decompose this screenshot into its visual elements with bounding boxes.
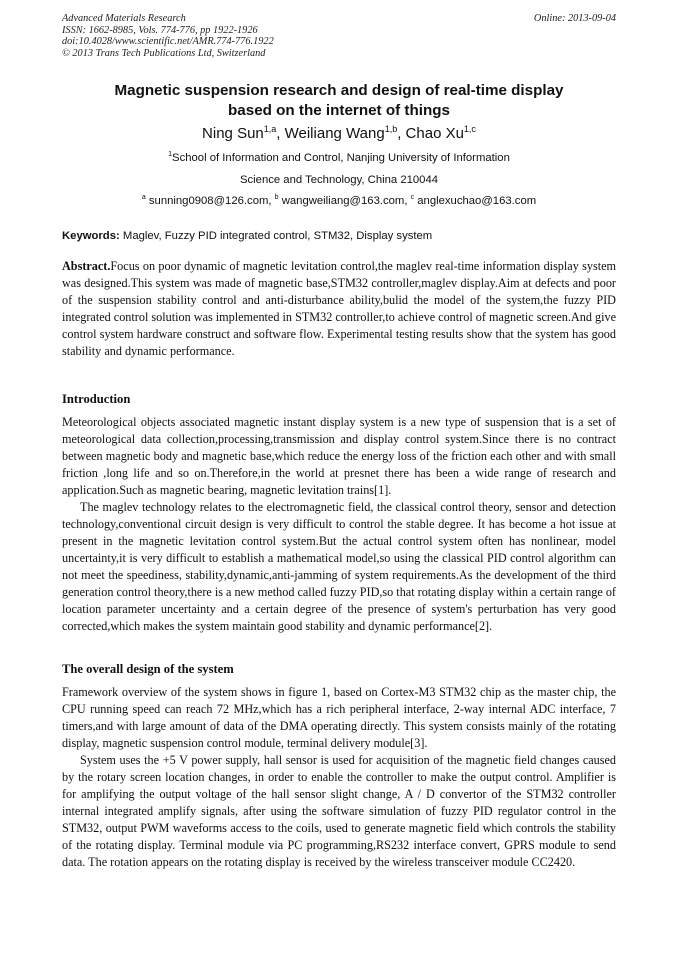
author-name: Ning Sun bbox=[202, 125, 264, 142]
email-superscript: b bbox=[274, 194, 279, 201]
affiliation-text: School of Information and Control, Nanjing University of Information bbox=[172, 152, 510, 164]
affiliation-line-1 bbox=[62, 151, 616, 165]
abstract-label: Abstract. bbox=[62, 259, 111, 273]
title-line-1: Magnetic suspension research and design of real-time display bbox=[114, 82, 564, 99]
keywords-text: Maglev, Fuzzy PID integrated control, STM32, Display system bbox=[122, 230, 433, 242]
paper-title bbox=[62, 81, 616, 120]
email-superscript: c bbox=[410, 194, 415, 201]
author-list: Ning Sun$^{1,a}$, Weiliang Wang$^{1,b}$, Chao Xu$^{1,c}$ bbox=[202, 124, 476, 142]
email-address: sunning0908@126.com bbox=[148, 195, 269, 207]
abstract bbox=[62, 258, 616, 360]
journal-header bbox=[62, 13, 274, 59]
section-heading-overall-design: The overall design of the system bbox=[62, 662, 234, 676]
affiliation-line-2: Science and Technology, China 210044 bbox=[239, 174, 439, 186]
copyright-line: © 2013 Trans Tech Publications Ltd, Switzerland bbox=[62, 47, 266, 59]
author-superscript: 1,b bbox=[384, 124, 398, 134]
author-name: Chao Xu bbox=[405, 125, 464, 142]
author-superscript: 1,a bbox=[263, 124, 277, 134]
online-date: Online: 2013-09-04 bbox=[533, 13, 616, 24]
issn-line: ISSN: 1662-8985, Vols. 774-776, pp 1922-1926 bbox=[62, 24, 258, 36]
email-address: wangweiliang@163.com bbox=[281, 195, 405, 207]
paragraph: The maglev technology relates to the electromagnetic field, the classical control theory, sensor and detection technology,conventional circuit design is very difficult to control the stable degree. It has become a hot issue at present in the magnetic levitation control system.But the actual control system often has nonlinear, model uncertainty,it is very difficult to establish a mathematical model,so using the classical PID control algorithm can not meet the speediness, stability,dynamic,anti-jamming of system requirements.As the development of the third generation control theory,there is a new method called fuzzy PID,so that rotating display within a certain range of location parameter uncertainty and a certain degree of the presence of system's perturbation has very good corrected,which makes the system maintain good stability and dynamic performance[2]. bbox=[62, 500, 616, 633]
author-name: Weiliang Wang bbox=[284, 125, 385, 142]
section-heading-introduction: Introduction bbox=[62, 392, 131, 406]
overall-design-body bbox=[62, 684, 616, 871]
email-superscript: a bbox=[141, 194, 146, 201]
email-line: $^a$ sunning0908@126.com, $^b$ wangweiliang@163.com, $^c$ anglexuchao@163.com bbox=[141, 194, 537, 207]
keywords-label: Keywords: bbox=[62, 230, 120, 242]
doi-line: doi:10.4028/www.scientific.net/AMR.774-776.1922 bbox=[62, 36, 274, 48]
email-address: anglexuchao@163.com bbox=[417, 195, 537, 207]
affiliation-superscript: 1 bbox=[168, 151, 173, 158]
paragraph: Framework overview of the system shows in figure 1, based on Cortex-M3 STM32 chip as the master chip, the CPU running speed can reach 72 MHz,which has a rich peripheral interface, 2-way internal ADC interface, 7 timers,and with large amount of data of the DMA operating directly. This system consists mainly of the rotating display, magnetic suspension control module, terminal delivery module[3]. bbox=[62, 685, 616, 750]
paragraph: Meteorological objects associated magnetic instant display system is a new type of suspension that is a set of meteorological data collection,processing,transmission and display control system.Since there is no contract between magnetic body and magnetic base,which reduce the energy loss of the friction each other and with small friction ,long life and so on.Therefore,in the world at presnet there has been a wide range of research and application.Such as magnetic bearing, magnetic levitation trains[1]. bbox=[62, 415, 616, 497]
journal-name: Advanced Materials Research bbox=[62, 13, 186, 24]
introduction-body bbox=[62, 414, 616, 635]
title-line-2: based on the internet of things bbox=[228, 101, 450, 119]
author-superscript: 1,c bbox=[463, 124, 476, 134]
keywords-line bbox=[62, 229, 616, 243]
paragraph: System uses the +5 V power supply, hall sensor is used for acquisition of the magnetic field changes caused by the rotary screen location changes, in order to enable the controller to make the output control. Amplifier is for amplifying the output voltage of the hall sensor slight change, A / D convertor of the STM32 controller internal integrated amplify signals, after using the software simulation of fuzzy PID regulator control in the STM32, output PWM waveforms access to the coils, used to generate magnetic field which controls the stability of the rotating display. Terminal module via PC programming,RS232 interface convert, GPRS module to send data. The rotation appears on the rotating display is received by the wireless transceiver module CC2420. bbox=[62, 753, 616, 869]
abstract-text: Focus on poor dynamic of magnetic levitation control,the maglev real-time information display system was designed.This system was made of magnetic base,STM32 controller,maglev display.Aim at defects and poor of the suspension stability control and anti-disturbance ability,bulid the model of the system,the fuzzy PID integrated control solution was implemented in STM32 controller,to achieve control of magnetic screen.And give control system hardware construct and software flow. Experimental testing results show that the system has good stability and dynamic performance. bbox=[62, 259, 616, 358]
